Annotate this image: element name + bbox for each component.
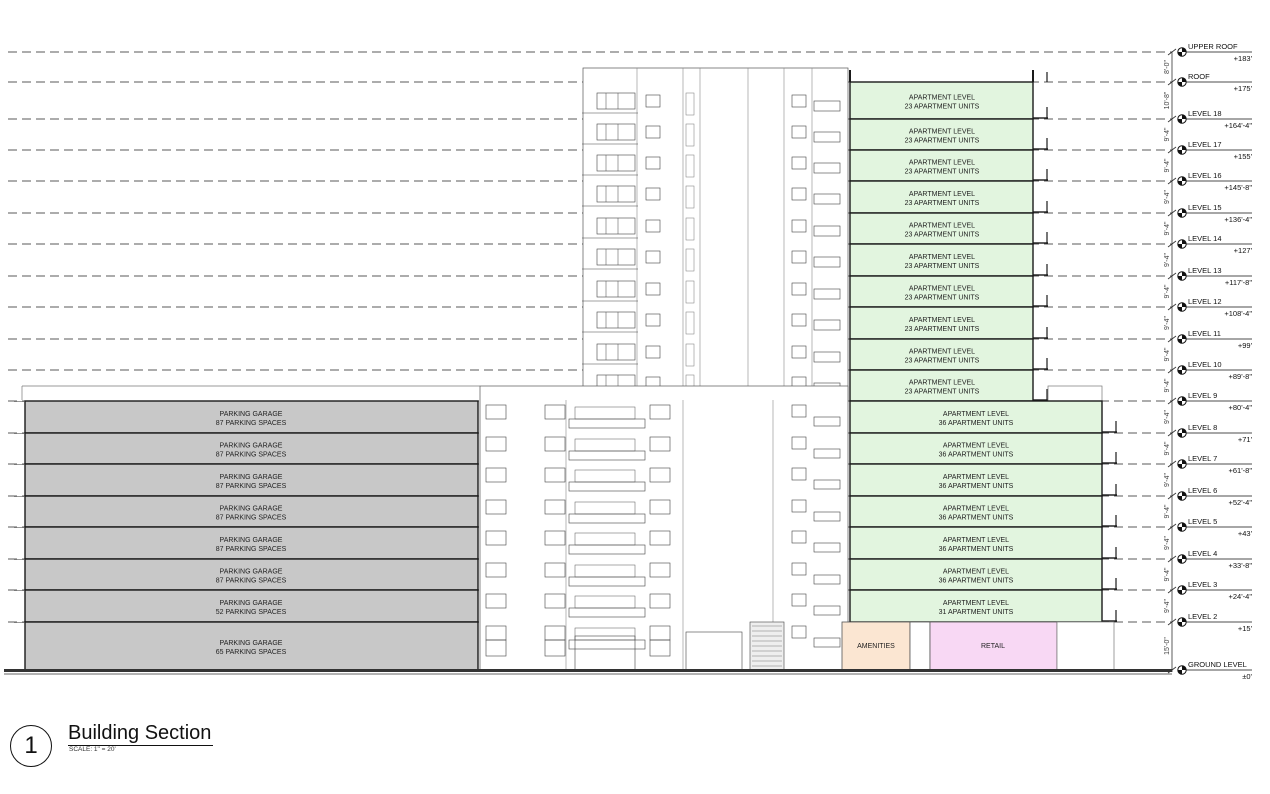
apartment-units-count: 23 APARTMENT UNITS — [904, 326, 980, 333]
level-name: LEVEL 13 — [1188, 266, 1222, 275]
level-marker — [1168, 203, 1252, 224]
floor-height-dimension: 9'-4" — [1164, 473, 1171, 487]
floor-height-dimension: 9'-4" — [1164, 599, 1171, 613]
apartment-level-label: APARTMENT LEVEL — [908, 191, 976, 198]
level-name: LEVEL 15 — [1188, 203, 1222, 212]
apartment-level-label: APARTMENT LEVEL — [908, 128, 976, 136]
level-name: GROUND LEVEL — [1188, 660, 1247, 669]
apartment-level-label: APARTMENT LEVEL — [942, 442, 1010, 450]
apartment-level-label: APARTMENT LEVEL — [908, 254, 976, 261]
floor-height-dimension: 9'-4" — [1164, 284, 1171, 299]
title-block — [10, 722, 240, 772]
level-name: LEVEL 11 — [1188, 329, 1221, 338]
ground-slab — [4, 669, 1172, 672]
level-elevation: +71' — [1237, 435, 1252, 444]
podium-middle-elevation — [480, 386, 848, 670]
parking-level-label: PARKING GARAGE — [219, 442, 283, 450]
apartment-units-count: 23 APARTMENT UNITS — [904, 388, 980, 396]
level-name: LEVEL 4 — [1188, 549, 1218, 558]
level-elevation: +108'-4" — [1224, 309, 1252, 318]
apartment-units-count: 23 APARTMENT UNITS — [904, 137, 980, 145]
level-name: LEVEL 12 — [1188, 297, 1222, 306]
apartment-level-label: APARTMENT LEVEL — [942, 474, 1010, 481]
amenities-label: AMENITIES — [857, 643, 895, 650]
apartment-level-label: APARTMENT LEVEL — [908, 222, 976, 230]
level-elevation: +175' — [1233, 84, 1252, 93]
ground-service-area — [1057, 622, 1114, 670]
level-name: LEVEL 3 — [1188, 580, 1218, 589]
apartment-level-label: APARTMENT LEVEL — [908, 159, 976, 167]
floor-height-dimension: 9'-4" — [1164, 221, 1171, 236]
level-name: LEVEL 5 — [1188, 517, 1218, 526]
apartment-level-label: APARTMENT LEVEL — [908, 285, 976, 293]
level-elevation: +24'-4" — [1228, 592, 1252, 601]
floor-height-dimension: 9'-4" — [1164, 567, 1171, 582]
apartment-level-label: APARTMENT LEVEL — [942, 537, 1010, 544]
level-name: LEVEL 10 — [1188, 360, 1222, 369]
level-marker — [1168, 109, 1252, 130]
apartment-units-count: 36 APARTMENT UNITS — [938, 483, 1014, 490]
level-elevation: +183' — [1233, 54, 1252, 63]
level-name: UPPER ROOF — [1188, 42, 1238, 51]
apartment-units-count: 23 APARTMENT UNITS — [904, 200, 980, 207]
apartment-units-count: 23 APARTMENT UNITS — [904, 357, 980, 365]
floor-height-dimension: 8'-0" — [1164, 60, 1171, 74]
level-elevation: +99' — [1237, 341, 1252, 350]
level-elevation: +164'-4" — [1224, 121, 1252, 130]
apartment-units-count: 23 APARTMENT UNITS — [904, 231, 980, 239]
parking-level-label: PARKING GARAGE — [219, 537, 283, 544]
level-elevation: +145'-8" — [1224, 183, 1252, 192]
level-elevation: ±0' — [1242, 672, 1252, 681]
apartment-units-count: 31 APARTMENT UNITS — [938, 609, 1014, 616]
level-marker — [1168, 612, 1253, 633]
level-marker — [1168, 517, 1253, 538]
level-elevation: +136'-4" — [1224, 215, 1252, 224]
parking-spaces-count: 52 PARKING SPACES — [215, 609, 287, 616]
parking-spaces-count: 87 PARKING SPACES — [215, 483, 287, 490]
level-marker — [1168, 660, 1253, 681]
podium-roof-parapet — [1048, 386, 1102, 401]
level-marker — [1168, 580, 1252, 601]
level-marker — [1168, 42, 1253, 63]
apartment-level-label: APARTMENT LEVEL — [908, 317, 976, 324]
floor-height-dimension: 9'-4" — [1164, 253, 1171, 267]
parking-spaces-count: 87 PARKING SPACES — [215, 514, 287, 522]
level-marker — [1168, 266, 1252, 287]
floor-height-dimension: 9'-4" — [1164, 127, 1171, 142]
apartment-units-count: 23 APARTMENT UNITS — [904, 103, 980, 111]
apartment-units-count: 36 APARTMENT UNITS — [938, 514, 1014, 522]
parking-level-label: PARKING GARAGE — [219, 600, 283, 607]
level-elevation: +117'-8" — [1224, 278, 1252, 287]
parking-spaces-count: 87 PARKING SPACES — [215, 420, 287, 427]
parking-level-label: PARKING GARAGE — [219, 411, 283, 418]
level-elevation: +127' — [1233, 246, 1252, 255]
level-name: LEVEL 6 — [1188, 486, 1218, 495]
floor-height-dimension: 9'-4" — [1164, 158, 1171, 173]
level-elevation: +155' — [1233, 152, 1252, 161]
floor-height-dimension: 10'-8" — [1164, 91, 1171, 110]
apartment-level-label: APARTMENT LEVEL — [908, 348, 976, 356]
apartment-units-count: 36 APARTMENT UNITS — [938, 420, 1014, 427]
level-marker — [1168, 329, 1253, 350]
retail-label: RETAIL — [981, 643, 1005, 650]
drawing-scale: SCALE: 1" = 20' — [69, 746, 116, 753]
level-name: ROOF — [1188, 72, 1210, 81]
level-elevation: +61'-8" — [1228, 466, 1252, 475]
level-marker — [1168, 391, 1252, 412]
apartment-units-count: 23 APARTMENT UNITS — [904, 294, 980, 302]
floor-height-dimension: 9'-4" — [1164, 536, 1171, 550]
apartment-units-count: 36 APARTMENT UNITS — [938, 577, 1014, 585]
level-name: LEVEL 9 — [1188, 391, 1218, 400]
apartment-level-label: APARTMENT LEVEL — [942, 568, 1010, 576]
level-marker — [1168, 423, 1253, 444]
level-name: LEVEL 14 — [1188, 234, 1222, 243]
level-name: LEVEL 2 — [1188, 612, 1218, 621]
apartment-level-label: APARTMENT LEVEL — [908, 94, 976, 102]
floor-height-dimension: 9'-4" — [1164, 504, 1171, 519]
level-elevation: +89'-8" — [1228, 372, 1252, 381]
parking-spaces-count: 87 PARKING SPACES — [215, 451, 287, 459]
parking-spaces-count: 65 PARKING SPACES — [215, 649, 287, 656]
level-name: LEVEL 17 — [1188, 140, 1222, 149]
level-marker — [1168, 171, 1252, 192]
level-marker — [1168, 486, 1252, 507]
floor-height-dimension: 9'-4" — [1164, 316, 1171, 330]
parking-spaces-count: 87 PARKING SPACES — [215, 546, 287, 553]
parking-spaces-count: 87 PARKING SPACES — [215, 577, 287, 585]
level-name: LEVEL 18 — [1188, 109, 1222, 118]
apartment-level-label: APARTMENT LEVEL — [942, 600, 1010, 607]
level-name: LEVEL 7 — [1188, 454, 1218, 463]
floor-height-dimension: 9'-4" — [1164, 347, 1171, 362]
apartment-units-count: 36 APARTMENT UNITS — [938, 451, 1014, 459]
level-marker — [1168, 140, 1253, 161]
floor-height-dimension: 9'-4" — [1164, 378, 1171, 393]
level-marker — [1168, 234, 1253, 255]
apartment-level-label: APARTMENT LEVEL — [942, 411, 1010, 418]
level-elevation: +15' — [1237, 624, 1252, 633]
parking-level-label: PARKING GARAGE — [219, 568, 283, 576]
floor-height-dimension: 9'-4" — [1164, 410, 1171, 424]
floor-height-dimension: 9'-4" — [1164, 441, 1171, 456]
level-elevation: +52'-4" — [1228, 498, 1252, 507]
floor-height-dimension: 9'-4" — [1164, 190, 1171, 204]
parking-level-label: PARKING GARAGE — [219, 640, 283, 647]
apartment-units-count: 23 APARTMENT UNITS — [904, 263, 980, 270]
drawing-title: Building Section — [68, 722, 212, 744]
apartment-level-label: APARTMENT LEVEL — [942, 505, 1010, 513]
level-marker — [1168, 549, 1252, 570]
level-name: LEVEL 16 — [1188, 171, 1222, 180]
parking-level-label: PARKING GARAGE — [219, 474, 283, 481]
level-name: LEVEL 8 — [1188, 423, 1218, 432]
section-number-bubble: 1 — [10, 725, 52, 767]
level-marker — [1168, 454, 1252, 475]
level-marker — [1168, 72, 1253, 93]
level-marker — [1168, 360, 1252, 381]
apartment-units-count: 23 APARTMENT UNITS — [904, 168, 980, 176]
parking-level-label: PARKING GARAGE — [219, 505, 283, 513]
level-elevation: +33'-8" — [1228, 561, 1252, 570]
level-marker — [1168, 297, 1252, 318]
level-elevation: +80'-4" — [1228, 403, 1252, 412]
apartment-level-label: APARTMENT LEVEL — [908, 379, 976, 387]
ground-stair — [910, 622, 930, 670]
floor-height-dimension: 15'-0" — [1164, 637, 1171, 655]
level-elevation: +43' — [1237, 529, 1252, 538]
apartment-units-count: 36 APARTMENT UNITS — [938, 546, 1014, 553]
